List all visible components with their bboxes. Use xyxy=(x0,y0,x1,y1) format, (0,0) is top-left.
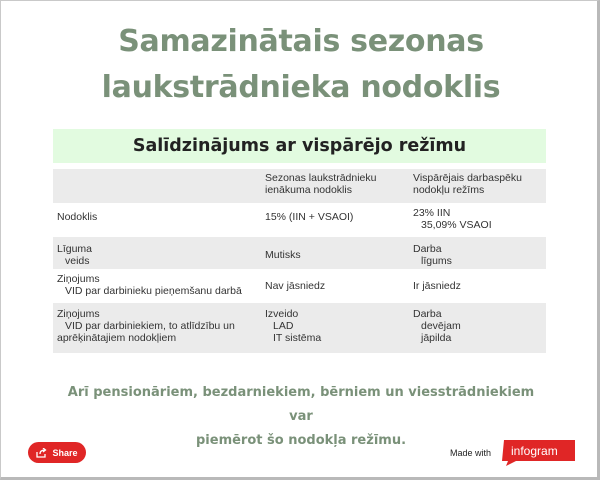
title-line-1: Samazinātais sezonas xyxy=(118,24,484,59)
seasonal-value: Nav jāsniedz xyxy=(265,280,326,292)
share-icon xyxy=(36,448,47,458)
share-button[interactable] xyxy=(28,442,86,463)
general-value: Ir jāsniedz xyxy=(413,280,461,292)
general-value: Darba līgums xyxy=(413,243,452,267)
header-cell-seasonal: Sezonas laukstrādnieku ienākuma nodoklis xyxy=(265,172,377,196)
header-cell-empty xyxy=(53,169,261,203)
seasonal-value: 15% (IIN + VSAOI) xyxy=(265,211,354,223)
row-label: Līguma veids xyxy=(57,243,93,267)
row-label: Nodoklis xyxy=(57,211,98,223)
footer-note: Arī pensionāriem, bezdarniekiem, bērniem un viesstrādniekiem var piemērot šo nodokļa režīmu. xyxy=(67,385,535,448)
table-header-row xyxy=(53,169,546,203)
table-row xyxy=(53,303,546,353)
infogram-logo-label: infogram xyxy=(511,444,558,458)
table-row xyxy=(53,269,546,303)
general-value: Darba devējam jāpilda xyxy=(413,308,461,344)
title-line-2: laukstrādnieka nodoklis xyxy=(101,70,501,105)
comparison-table xyxy=(53,169,546,353)
table-row xyxy=(53,237,546,269)
seasonal-value: Izveido LAD IT sistēma xyxy=(265,308,322,344)
comparison-subtitle: Salīdzinājums ar vispārējo režīmu xyxy=(53,129,546,163)
seasonal-value: Mutisks xyxy=(265,249,301,261)
header-cell-general: Vispārējais darbaspēku nodokļu režīms xyxy=(413,172,522,196)
row-label: Ziņojums VID par darbiniekiem, to atlīdzību un aprēķinātajiem nodokļiem xyxy=(57,308,235,344)
page-title xyxy=(1,19,600,111)
table-row xyxy=(53,203,546,237)
row-label: Ziņojums VID par darbinieku pieņemšanu darbā xyxy=(57,273,242,297)
general-value: 23% IIN 35,09% VSAOI xyxy=(413,207,492,231)
share-button-label: Share xyxy=(52,447,78,458)
made-with-text: Made with xyxy=(450,448,492,458)
